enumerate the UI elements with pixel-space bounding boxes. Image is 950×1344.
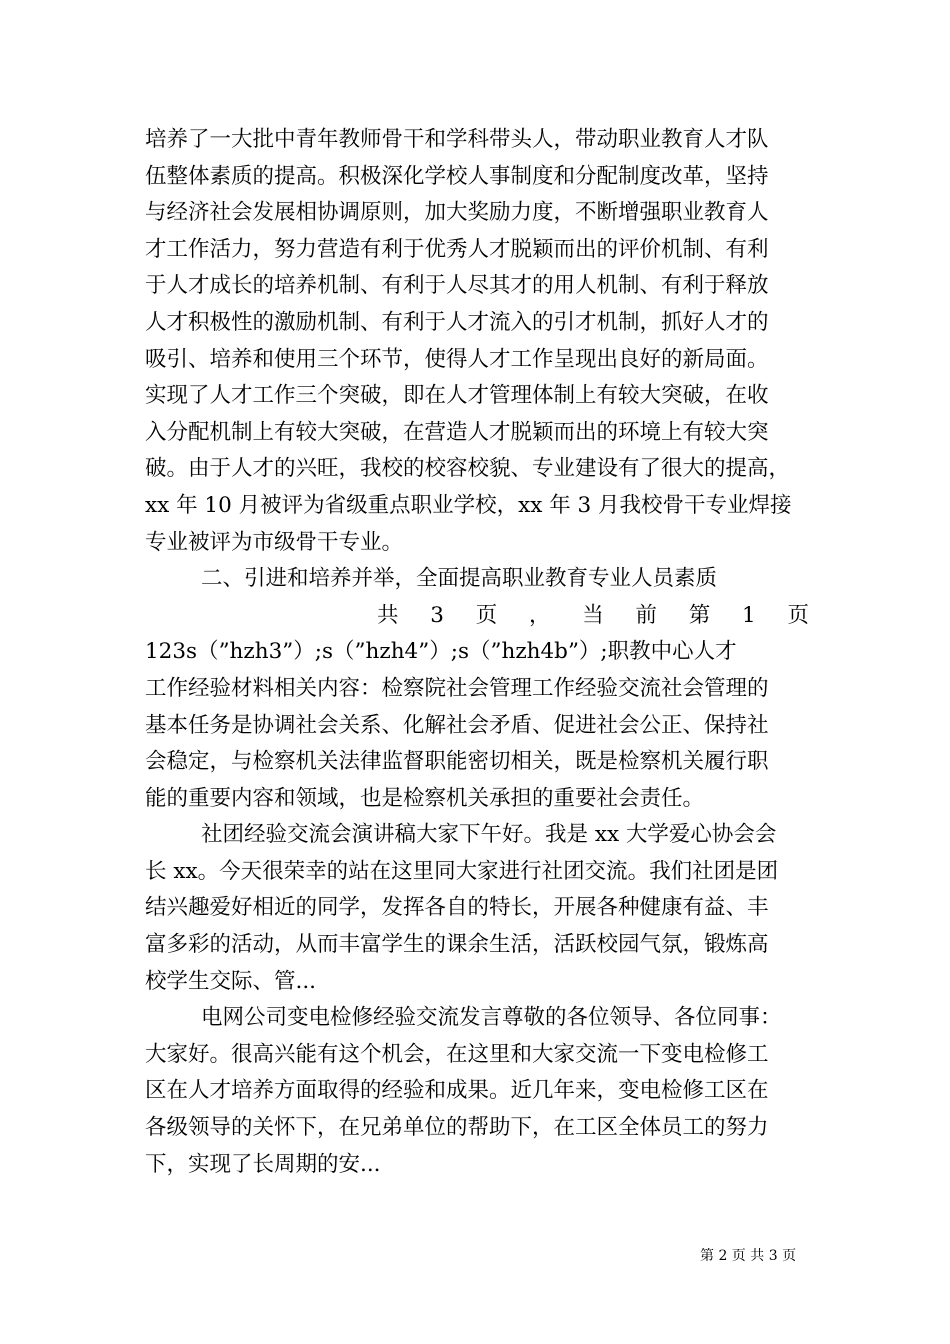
text-line: 伍整体素质的提高。积极深化学校人事制度和分配制度改革，坚持 — [145, 163, 769, 189]
page-counter-char: 当 — [582, 602, 604, 628]
text-line: 大家好。很高兴能有这个机会，在这里和大家交流一下变电检修工 — [145, 1041, 769, 1067]
text-line: 校学生交际、管... — [145, 968, 317, 994]
page-counter-char: ， — [528, 602, 551, 628]
text-line: 工作经验材料相关内容：检察院社会管理工作经验交流社会管理的 — [145, 675, 769, 701]
text-line: 能的重要内容和领域，也是检察机关承担的重要社会责任。 — [145, 785, 705, 811]
document-body — [145, 122, 809, 1183]
text-line: 结兴趣爱好相近的同学，发挥各自的特长，开展各种健康有益、丰 — [145, 895, 769, 921]
page-counter-char: 页 — [787, 602, 809, 628]
page-counter-char: 第 — [688, 602, 711, 628]
paragraph-procuratorate — [145, 634, 809, 817]
text-line: 社团经验交流会演讲稿大家下午好。我是 xx 大学爱心协会会 — [201, 822, 777, 848]
text-line: 各级领导的关怀下，在兄弟单位的帮助下，在工区全体员工的努力 — [145, 1115, 769, 1141]
page-footer: 第 2 页 共 3 页 — [700, 1248, 797, 1264]
text-line: 入分配机制上有较大突破，在营造人才脱颖而出的环境上有较大突 — [145, 419, 769, 445]
text-line: 区在人才培养方面取得的经验和成果。近几年来，变电检修工区在 — [145, 1078, 769, 1104]
text-line: 培养了一大批中青年教师骨干和学科带头人，带动职业教育人才队 — [145, 127, 769, 152]
text-line: 富多彩的活动，从而丰富学生的课余生活，活跃校园气氛，锻炼高 — [145, 932, 769, 958]
text-line: 下，实现了长周期的安... — [145, 1151, 381, 1177]
page-counter — [145, 598, 809, 635]
text-line: 会稳定，与检察机关法律监督职能密切相关，既是检察机关履行职 — [145, 749, 769, 775]
text-line: 专业被评为市级骨干专业。 — [145, 529, 404, 555]
text-line: 实现了人才工作三个突破，即在人才管理体制上有较大突破，在收 — [145, 383, 769, 409]
text-line: xx 年 10 月被评为省级重点职业学校，xx 年 3 月我校骨干专业焊接 — [145, 492, 792, 518]
page-counter-char: 3 — [430, 602, 444, 628]
text-line: 123s（”hzh3”）;s（”hzh4”）;s（”hzh4b”）;职教中心人才 — [145, 639, 737, 665]
page-counter-char: 共 — [377, 602, 399, 628]
paragraph-talent-work — [145, 122, 809, 561]
text-line: 吸引、培养和使用三个环节，使得人才工作呈现出良好的新局面。 — [145, 346, 769, 372]
text-line: 长 xx。今天很荣幸的站在这里同大家进行社团交流。我们社团是团 — [145, 858, 779, 884]
text-line: 人才积极性的激励机制、有利于人才流入的引才机制，抓好人才的 — [145, 309, 769, 335]
paragraph-power-grid — [145, 1000, 809, 1183]
page-counter-char: 页 — [475, 602, 498, 628]
text-line: 基本任务是协调社会关系、化解社会矛盾、促进社会公正、保持社 — [145, 712, 769, 738]
text-line: 电网公司变电检修经验交流发言尊敬的各位领导、各位同事： — [201, 1005, 782, 1031]
text-line: 才工作活力，努力营造有利于优秀人才脱颖而出的评价机制、有利 — [145, 236, 769, 262]
page-counter-char: 前 — [635, 602, 658, 628]
section-heading: 二、引进和培养并举，全面提高职业教育专业人员素质 — [201, 566, 718, 592]
paragraph-club-speech — [145, 817, 809, 1000]
text-line: 于人才成长的培养机制、有利于人尽其才的用人机制、有利于释放 — [145, 273, 769, 299]
text-line: 与经济社会发展相协调原则，加大奖励力度，不断增强职业教育人 — [145, 200, 769, 226]
text-line: 破。由于人才的兴旺，我校的校容校貌、专业建设有了很大的提高， — [145, 456, 791, 482]
page-counter-char: 1 — [742, 602, 756, 628]
